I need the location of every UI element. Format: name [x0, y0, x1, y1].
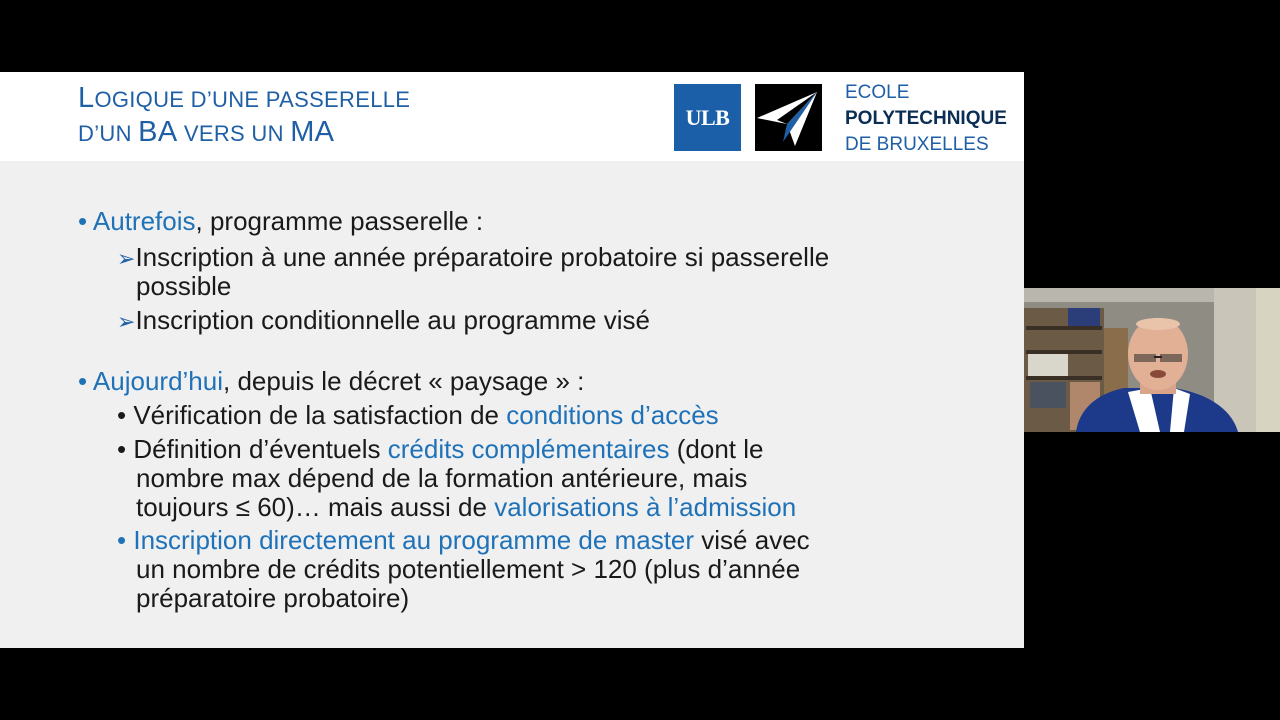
- bullet-dot: •: [78, 366, 88, 396]
- sub-bullet-text: Inscription à une année préparatoire probatoire si passerelle: [135, 242, 830, 272]
- sub-bullet-4-cont: [136, 464, 747, 493]
- school-name: [845, 80, 1007, 158]
- title-line-2: [78, 116, 410, 150]
- title-part-ma: MA: [290, 116, 335, 148]
- bullet-dot: •: [117, 400, 127, 430]
- slide-header: [0, 72, 1024, 161]
- title-part-ba: BA: [138, 116, 178, 148]
- speaker-video-icon: [1024, 288, 1280, 432]
- bullet-dot: •: [78, 206, 88, 236]
- sub-bullet-text: préparatoire probatoire): [136, 583, 410, 613]
- bullet-autrefois: [78, 207, 483, 236]
- sub-bullet-text: toujours ≤ 60)… mais aussi de: [136, 492, 495, 522]
- ulb-logo: [674, 84, 741, 151]
- presentation-slide: [0, 72, 1024, 648]
- arrow-bullet-icon: ➢: [117, 246, 136, 271]
- title-initial: L: [78, 82, 95, 114]
- bullet-dot: •: [117, 434, 127, 464]
- arrow-bullet-icon: ➢: [117, 309, 136, 334]
- sub-bullet-text: Inscription conditionnelle au programme visé: [135, 305, 650, 335]
- sub-bullet-term: Inscription directement au programme de master: [133, 525, 695, 555]
- sub-bullet-term: valorisations à l’admission: [494, 492, 797, 522]
- sub-bullet-text: Définition d’éventuels: [133, 434, 388, 464]
- bullet-term: Aujourd’hui: [92, 366, 223, 396]
- sub-bullet-text: possible: [136, 271, 232, 301]
- bullet-text: , programme passerelle :: [195, 206, 484, 236]
- sub-bullet-5: [117, 526, 810, 555]
- sub-bullet-2: [117, 306, 650, 336]
- school-name-line-3: DE BRUXELLES: [845, 134, 989, 155]
- title-rest: OGIQUE D’UNE PASSERELLE: [94, 87, 411, 112]
- sub-bullet-4: [117, 435, 763, 464]
- bullet-text: , depuis le décret « paysage » :: [223, 366, 585, 396]
- sub-bullet-4-cont: [136, 493, 796, 522]
- title-part: D’UN: [78, 121, 139, 146]
- sub-bullet-term: crédits complémentaires: [387, 434, 670, 464]
- sub-bullet-5-cont: [136, 584, 409, 613]
- school-name-line-2: POLYTECHNIQUE: [845, 108, 1007, 129]
- ulb-logo-text: ULB: [685, 104, 730, 130]
- bullet-aujourdhui: [78, 367, 584, 396]
- webcam-video: [1024, 288, 1280, 432]
- sub-bullet-text: nombre max dépend de la formation antérieure, mais: [136, 463, 748, 493]
- sub-bullet-text: (dont le: [669, 434, 764, 464]
- sub-bullet-text: visé avec: [694, 525, 810, 555]
- sub-bullet-1: [117, 243, 829, 273]
- sub-bullet-1-cont: [136, 272, 231, 301]
- sub-bullet-term: conditions d’accès: [506, 400, 719, 430]
- slide-content: [0, 161, 1024, 648]
- paper-plane-icon: [755, 84, 822, 151]
- sub-bullet-5-cont: [136, 555, 800, 584]
- title-part: VERS UN: [177, 121, 291, 146]
- slide-title: [78, 82, 410, 150]
- sub-bullet-text: un nombre de crédits potentiellement > 120 (plus d’année: [136, 554, 801, 584]
- sub-bullet-3: [117, 401, 719, 430]
- bullet-term: Autrefois: [92, 206, 196, 236]
- polytechnique-logo-icon: [755, 84, 822, 151]
- title-line-1: [78, 82, 410, 116]
- school-name-line-1: ECOLE: [845, 82, 910, 103]
- bullet-dot: •: [117, 525, 127, 555]
- sub-bullet-text: Vérification de la satisfaction de: [133, 400, 507, 430]
